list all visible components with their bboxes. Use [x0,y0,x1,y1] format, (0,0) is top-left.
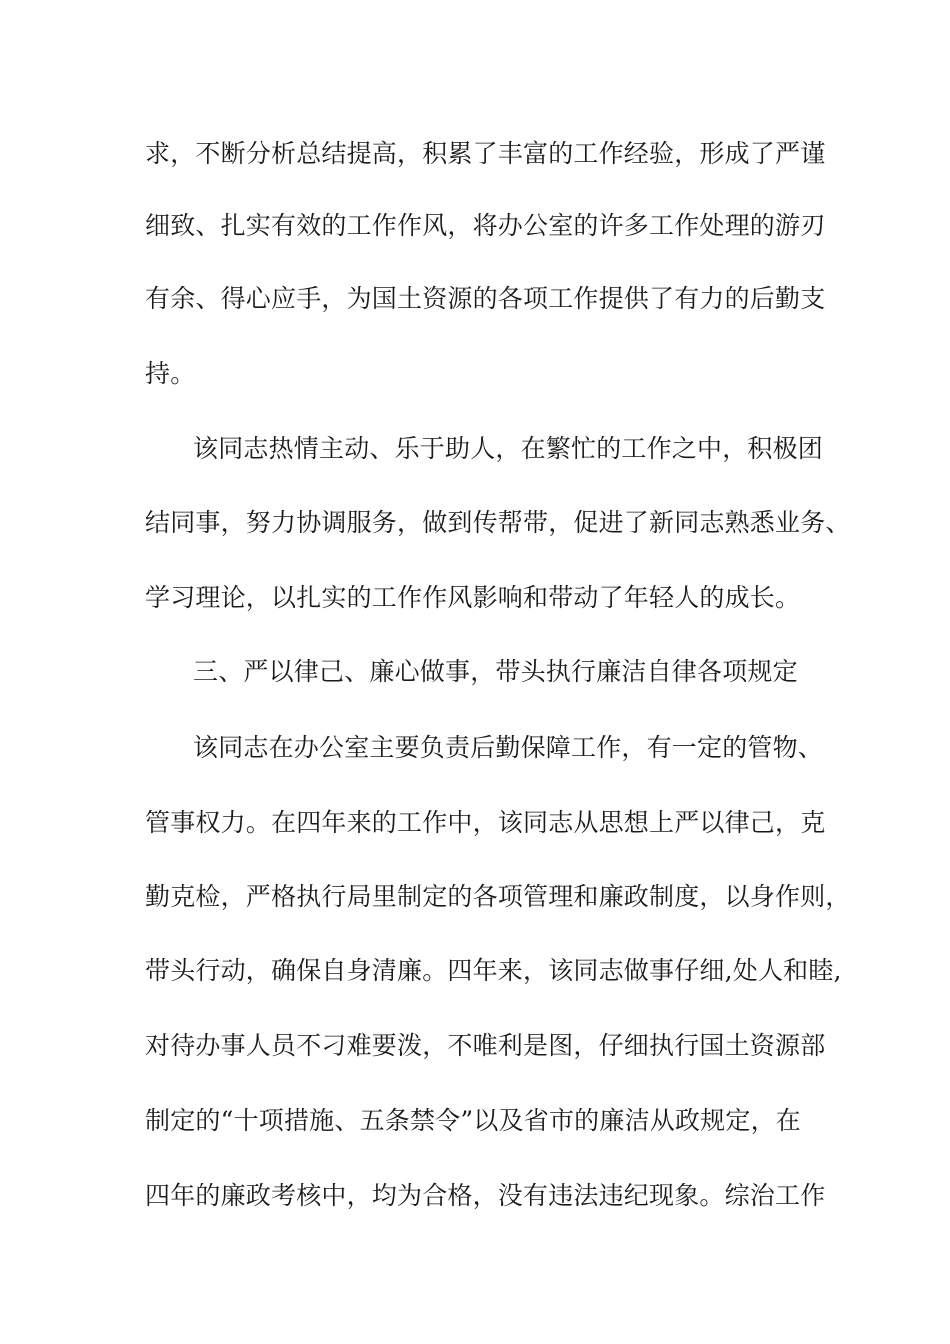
paragraph-first-line: 该同志在办公室主要负责后勤保障工作，有一定的管物、 [193,733,824,762]
text-line: 有余、得心应手，为国土资源的各项工作提供了有力的后勤支 [145,284,826,313]
text-line: 学习理论，以扎实的工作作风影响和带动了年轻人的成长。 [145,583,801,612]
text-line: 四年的廉政考核中，均为合格，没有违法违纪现象。综治工作 [145,1181,826,1210]
text-line: 结同事，努力协调服务，做到传帮带，促进了新同志熟悉业务、 [145,508,851,537]
text-line: 勤克检，严格执行局里制定的各项管理和廉政制度，以身作则， [145,882,851,911]
text-line: 带头行动，确保自身清廉。四年来，该同志做事仔细,处人和睦, [145,956,842,985]
text-line: 细致、扎实有效的工作作风，将办公室的许多工作处理的游刃 [145,211,826,240]
text-line: 对待办事人员不刁难要泼，不唯利是图，仔细执行国土资源部 [145,1031,826,1060]
section-heading: 三、严以律己、廉心做事，带头执行廉洁自律各项规定 [193,657,798,686]
text-line: 求，不断分析总结提高，积累了丰富的工作经验，形成了严谨 [145,139,826,168]
text-line: 管事权力。在四年来的工作中，该同志从思想上严以律己，克 [145,808,826,837]
text-line: 持。 [145,359,196,388]
text-line: 制定的“十项措施、五条禁令”以及省市的廉洁从政规定，在 [145,1106,801,1135]
paragraph-first-line: 该同志热情主动、乐于助人，在繁忙的工作之中，积极团 [193,434,824,463]
